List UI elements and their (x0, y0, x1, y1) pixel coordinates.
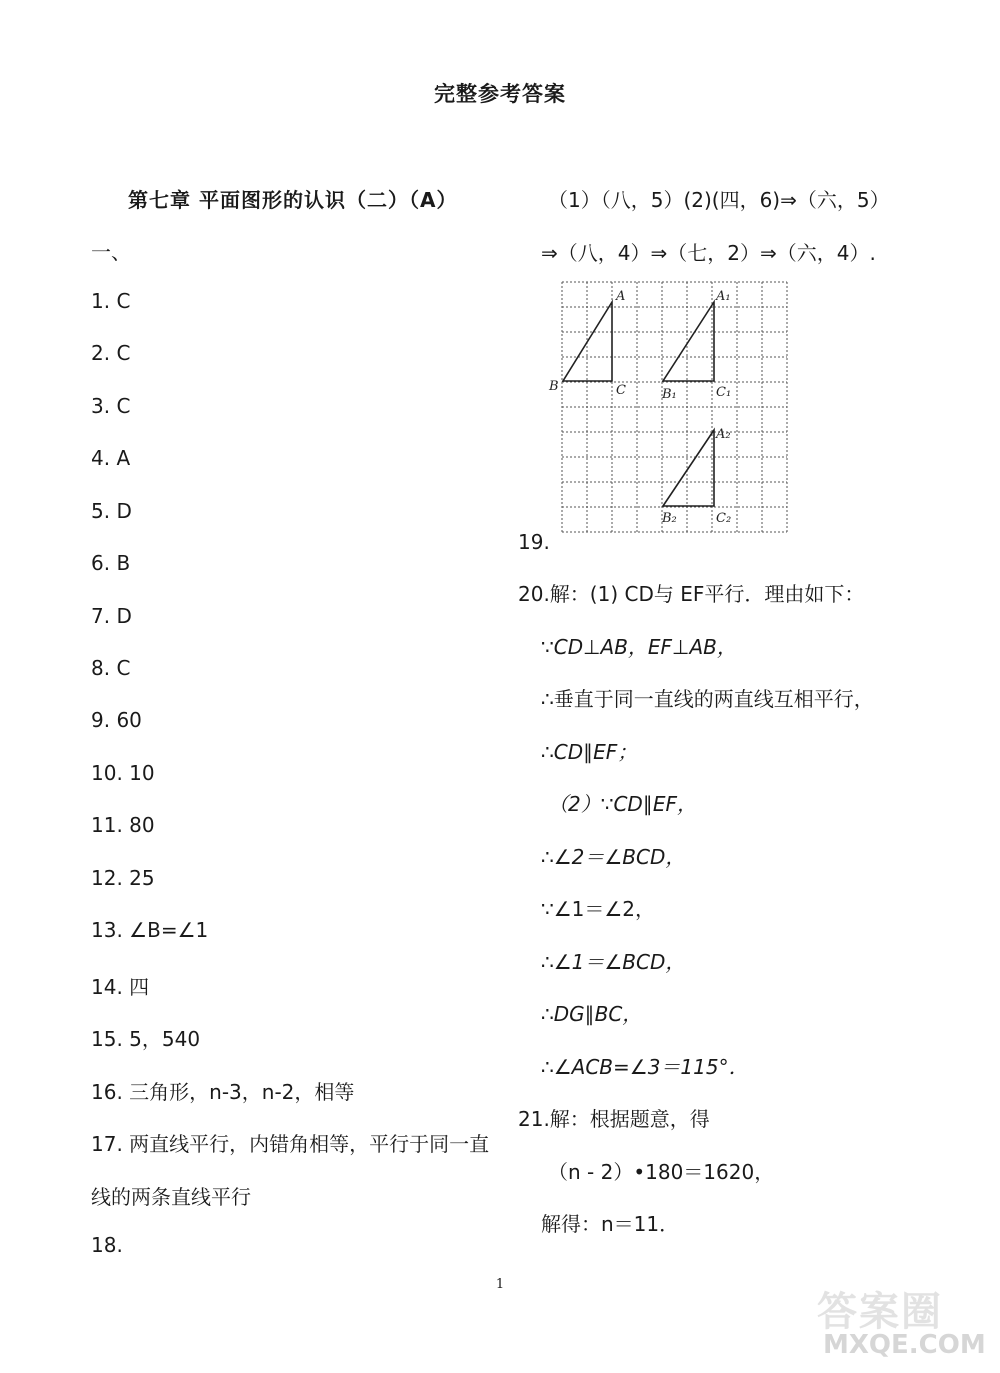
q20-heading: 20.解：(1) CD与 EF平行．理由如下： (518, 582, 865, 606)
q20-step: ∴CD∥EF； (541, 740, 638, 764)
label-a: A (616, 289, 626, 304)
answer-item: 14. 四 (91, 975, 150, 999)
label-c1: C₁ (716, 385, 732, 400)
answer-item: 6. B (91, 551, 131, 575)
grid-lines (562, 282, 787, 532)
label-a1: A₁ (716, 289, 731, 304)
answer-item: 5. D (91, 499, 132, 523)
answer-item: 10. 10 (91, 761, 155, 785)
q20-step: ∴DG∥BC， (541, 1002, 643, 1026)
answer-item: 13. ∠B=∠1 (91, 918, 209, 942)
q18-answer-line-2: ⇒（八，4）⇒（七，2）⇒（六，4）. (541, 241, 876, 265)
answer-item: 12. 25 (91, 866, 155, 890)
triangle-abc (563, 302, 612, 381)
answer-item: 1. C (91, 289, 131, 313)
q20-step: ∴∠1＝∠BCD， (541, 950, 686, 974)
answer-item: 2. C (91, 341, 131, 365)
answer-item: 4. A (91, 446, 131, 470)
answer-item: 17. 两直线平行，内错角相等，平行于同一直 (91, 1132, 490, 1156)
q20-step: ∴∠ACB=∠3＝115°． (541, 1055, 749, 1079)
triangle-translation-grid-figure (545, 278, 795, 536)
q21-step: （n - 2）•180＝1620， (548, 1160, 775, 1184)
page-number: 1 (495, 1277, 505, 1292)
label-a2: A₂ (716, 427, 731, 442)
q20-step: ∵CD⊥AB，EF⊥AB， (541, 635, 737, 659)
answer-item: 3. C (91, 394, 131, 418)
answer-item: 11. 80 (91, 813, 155, 837)
q20-step: ∴垂直于同一直线的两直线互相平行， (541, 687, 874, 711)
triangle-a1b1c1 (663, 302, 714, 381)
answer-item: 15. 5，540 (91, 1027, 201, 1051)
answer-item: 9. 60 (91, 708, 142, 732)
watermark-logo (815, 1280, 995, 1368)
answer-item: 18. (91, 1233, 123, 1257)
chapter-heading: 第七章 平面图形的认识（二）（A） (128, 188, 458, 212)
q20-step: ∴∠2＝∠BCD， (541, 845, 686, 869)
answer-item: 7. D (91, 604, 132, 628)
q21-heading: 21.解：根据题意，得 (518, 1107, 710, 1131)
label-b2: B₂ (662, 511, 677, 526)
q20-step: （2）∵CD∥EF， (548, 792, 697, 816)
q20-step: ∵∠1＝∠2， (541, 897, 656, 921)
answer-item: 19. (518, 530, 550, 554)
answer-item-continuation: 线的两条直线平行 (91, 1185, 251, 1209)
label-b1: B₁ (662, 387, 677, 402)
answer-item: 16. 三角形，n-3，n-2，相等 (91, 1080, 355, 1104)
page-title: 完整参考答案 (434, 82, 566, 106)
label-c2: C₂ (716, 511, 732, 526)
section-number: 一、 (91, 240, 131, 264)
watermark-url: MXQE.COM (823, 1330, 986, 1360)
label-b: B (549, 379, 559, 394)
watermark-text: 答案圈 (817, 1289, 943, 1335)
q21-step: 解得：n＝11． (541, 1212, 680, 1236)
triangle-a2b2c2 (663, 430, 714, 506)
label-c: C (616, 383, 626, 398)
q18-answer-line-1: （1）（八，5）(2)(四，6)⇒（六，5） (548, 188, 890, 212)
answer-item: 8. C (91, 656, 131, 680)
